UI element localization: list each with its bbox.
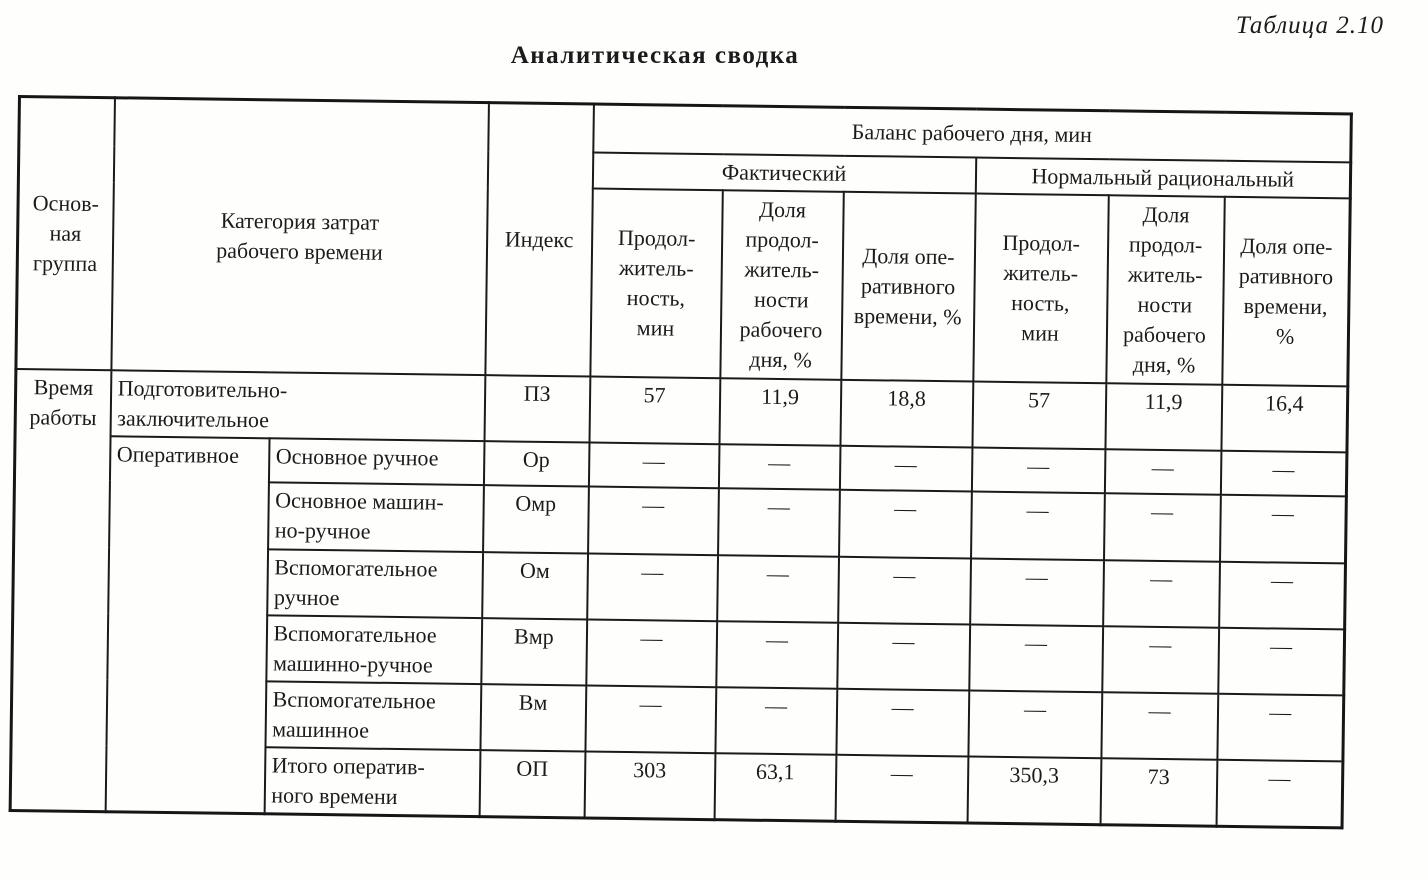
header-balance: Баланс рабочего дня, мин	[593, 104, 1352, 162]
cell-value: —	[838, 556, 971, 624]
cell-value: —	[971, 447, 1105, 493]
cell-category: Вспомогательное ручное	[267, 549, 483, 618]
cell-index: Ом	[482, 552, 588, 619]
cell-value: —	[1218, 627, 1345, 695]
header-index: Индекс	[485, 103, 594, 376]
cell-value: 350,3	[967, 756, 1101, 824]
cell-index: Ор	[483, 441, 589, 486]
header-normal: Нормальный рациональный	[975, 157, 1350, 198]
cell-value: 11,9	[719, 378, 841, 446]
cell-category: Вспомогательное машинно-ручное	[266, 615, 482, 684]
table-container	[9, 95, 1353, 829]
cell-value: —	[1216, 759, 1343, 827]
cell-value: —	[969, 624, 1103, 692]
cell-value: —	[1101, 692, 1218, 760]
cell-category: Вспомогательное машинное	[265, 681, 481, 750]
cell-value: —	[1220, 450, 1347, 496]
cell-category: Основное машин- но-ручное	[268, 482, 484, 552]
cell-value: 73	[1100, 758, 1217, 826]
cell-index: ПЗ	[484, 375, 590, 442]
cell-index: Омр	[483, 485, 589, 553]
cell-value: 18,8	[840, 379, 973, 447]
cell-value: —	[586, 619, 717, 687]
header-share-day-fact: Доля продол- житель- ности рабочего дня, %	[720, 190, 843, 380]
cell-value: —	[1104, 449, 1221, 495]
cell-value: —	[587, 553, 718, 621]
header-main-group: Основ- ная группа	[16, 97, 115, 370]
cell-value: —	[715, 687, 837, 755]
cell-main-group: Время работы	[10, 368, 111, 811]
cell-value: 57	[589, 376, 720, 444]
cell-value: —	[1102, 626, 1219, 694]
cell-value: —	[1103, 560, 1220, 628]
cell-value: —	[718, 444, 840, 490]
cell-value: —	[837, 622, 970, 690]
cell-value: —	[718, 488, 840, 557]
table-number-label: Таблица 2.10	[1235, 12, 1384, 39]
cell-value: 303	[584, 751, 715, 819]
cell-category: Итого оператив- ного времени	[264, 747, 480, 816]
cell-value: —	[1219, 561, 1346, 629]
cell-value: —	[585, 685, 716, 753]
header-row-balance	[19, 97, 1352, 162]
cell-value: —	[1217, 693, 1344, 761]
cell-index: ОП	[479, 750, 585, 818]
cell-value: —	[839, 445, 972, 491]
cell-category: Основное ручное	[268, 438, 484, 485]
cell-value: —	[717, 555, 839, 623]
cell-value: —	[588, 486, 719, 555]
cell-index: Вмр	[481, 618, 587, 685]
cell-value: 63,1	[714, 753, 836, 821]
table-header	[16, 97, 1351, 386]
cell-value: 16,4	[1221, 384, 1348, 452]
header-actual: Фактический	[592, 152, 975, 193]
header-share-day-normal: Доля продол- житель- ности рабочего дня, %	[1106, 195, 1224, 385]
header-share-operative-normal: Доля опе- ративного времени, %	[1222, 196, 1350, 386]
header-category: Категория затрат рабочего времени	[111, 98, 489, 375]
header-share-operative-fact: Доля опе- ративного времени, %	[841, 191, 975, 381]
table-body	[10, 368, 1348, 827]
cell-value: —	[970, 558, 1104, 626]
cell-value: —	[839, 489, 972, 558]
analytical-summary-table	[9, 95, 1353, 829]
cell-value: —	[1219, 494, 1346, 563]
cell-category: Подготовительно- заключительное	[110, 370, 485, 441]
cell-value: —	[971, 491, 1105, 560]
cell-value: —	[836, 688, 969, 756]
cell-value: —	[1104, 493, 1221, 562]
cell-value: —	[835, 754, 968, 822]
cell-value: —	[588, 442, 719, 488]
cell-value: 11,9	[1105, 383, 1222, 451]
page-title: Аналитическая сводка	[510, 42, 800, 69]
header-duration-fact: Продол- житель- ность, мин	[590, 188, 722, 378]
cell-operative-group: Оперативное	[105, 436, 269, 814]
header-duration-normal: Продол- житель- ность, мин	[973, 193, 1108, 383]
cell-value: —	[716, 621, 838, 689]
cell-value: 57	[972, 381, 1106, 449]
cell-index: Вм	[480, 684, 586, 751]
cell-value: —	[968, 690, 1102, 758]
